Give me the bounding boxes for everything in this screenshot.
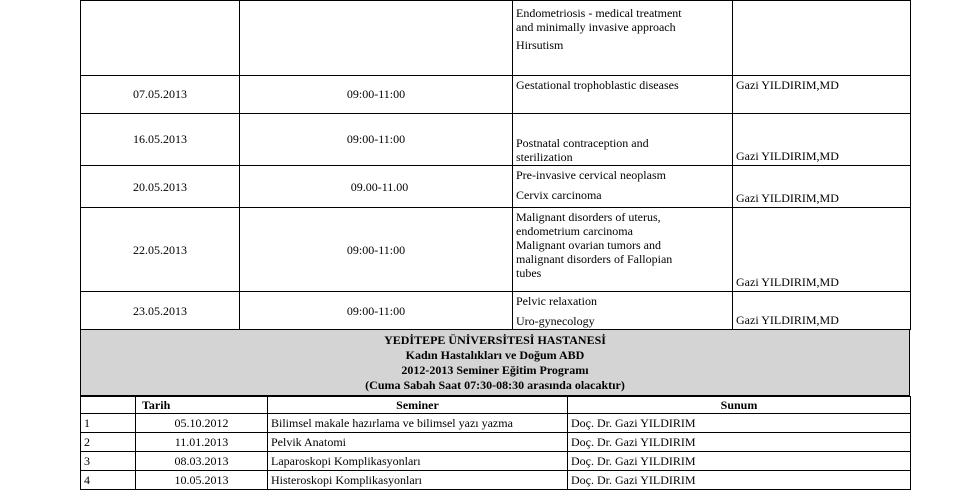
column-header-no bbox=[81, 397, 136, 414]
topic-line: Pelvic relaxation bbox=[516, 294, 597, 308]
table-row bbox=[81, 1, 911, 76]
lecture-presenter bbox=[733, 1, 911, 76]
lecture-time: 09:00-11:00 bbox=[240, 76, 513, 114]
seminar-table-header bbox=[81, 397, 911, 414]
seminar-title: Pelvik Anatomi bbox=[268, 433, 568, 452]
topic-line: endometrium carcinoma bbox=[516, 224, 633, 238]
lecture-date: 16.05.2013 bbox=[81, 114, 240, 166]
seminar-date: 11.01.2013 bbox=[136, 433, 268, 452]
topic-line: Cervix carcinoma bbox=[516, 188, 602, 202]
seminar-table bbox=[80, 396, 911, 490]
lecture-time: 09:00-11:00 bbox=[240, 114, 513, 166]
topic-line: Malignant ovarian tumors and bbox=[516, 238, 661, 252]
table-row bbox=[81, 208, 911, 292]
table-row bbox=[81, 433, 911, 452]
topic-line: Hirsutism bbox=[516, 38, 564, 52]
topic-line: Uro-gynecology bbox=[516, 314, 595, 328]
seminar-no: 4 bbox=[81, 471, 136, 490]
table-row bbox=[81, 471, 911, 490]
topic-line: malignant disorders of Fallopian bbox=[516, 252, 673, 266]
topic-line: tubes bbox=[516, 266, 542, 280]
hospital-name: YEDİTEPE ÜNİVERSİTESİ HASTANESİ bbox=[384, 333, 606, 347]
program-schedule-note: (Cuma Sabah Saat 07:30-08:30 arasında olacaktır) bbox=[365, 378, 625, 392]
seminar-date: 08.03.2013 bbox=[136, 452, 268, 471]
seminar-title: Laparoskopi Komplikasyonları bbox=[268, 452, 568, 471]
table-row bbox=[81, 114, 911, 166]
seminar-no: 2 bbox=[81, 433, 136, 452]
lecture-time: 09:00-11:00 bbox=[240, 208, 513, 292]
seminar-presenter: Doç. Dr. Gazi YILDIRIM bbox=[568, 433, 911, 452]
lecture-time: 09.00-11.00 bbox=[240, 166, 513, 208]
lecture-schedule-table bbox=[80, 0, 911, 330]
program-title: 2012-2013 Seminer Eğitim Programı bbox=[401, 363, 589, 377]
seminar-no: 3 bbox=[81, 452, 136, 471]
seminar-no: 1 bbox=[81, 414, 136, 433]
department-name: Kadın Hastalıkları ve Doğum ABD bbox=[405, 348, 585, 362]
column-header-seminar: Seminer bbox=[268, 397, 568, 414]
lecture-presenter: Gazi YILDIRIM,MD bbox=[733, 208, 911, 292]
lecture-date: 22.05.2013 bbox=[81, 208, 240, 292]
seminar-date: 10.05.2013 bbox=[136, 471, 268, 490]
lecture-topic bbox=[513, 166, 733, 208]
seminar-date: 05.10.2012 bbox=[136, 414, 268, 433]
topic-line: Postnatal contraception and bbox=[516, 136, 649, 150]
lecture-presenter: Gazi YILDIRIM,MD bbox=[733, 166, 911, 208]
lecture-topic bbox=[513, 292, 733, 330]
lecture-time bbox=[240, 1, 513, 76]
topic-line: and minimally invasive approach bbox=[516, 20, 676, 34]
table-row bbox=[81, 452, 911, 471]
lecture-topic bbox=[513, 114, 733, 166]
lecture-date bbox=[81, 1, 240, 76]
table-row bbox=[81, 414, 911, 433]
table-row bbox=[81, 292, 911, 330]
table-row bbox=[81, 76, 911, 114]
lecture-presenter: Gazi YILDIRIM,MD bbox=[733, 292, 911, 330]
seminar-presenter: Doç. Dr. Gazi YILDIRIM bbox=[568, 452, 911, 471]
seminar-presenter: Doç. Dr. Gazi YILDIRIM bbox=[568, 471, 911, 490]
topic-line: Gestational trophoblastic diseases bbox=[516, 78, 679, 92]
lecture-topic bbox=[513, 1, 733, 76]
lecture-time: 09:00-11:00 bbox=[240, 292, 513, 330]
column-header-date: Tarih bbox=[136, 397, 268, 414]
column-header-presenter: Sunum bbox=[568, 397, 911, 414]
lecture-presenter: Gazi YILDIRIM,MD bbox=[733, 114, 911, 166]
seminar-title: Histeroskopi Komplikasyonları bbox=[268, 471, 568, 490]
topic-line: Pre-invasive cervical neoplasm bbox=[516, 168, 666, 182]
lecture-date: 07.05.2013 bbox=[81, 76, 240, 114]
seminar-program-header bbox=[80, 330, 910, 396]
seminar-title: Bilimsel makale hazırlama ve bilimsel yazı yazma bbox=[268, 414, 568, 433]
table-row bbox=[81, 166, 911, 208]
seminar-presenter: Doç. Dr. Gazi YILDIRIM bbox=[568, 414, 911, 433]
topic-line: Malignant disorders of uterus, bbox=[516, 210, 661, 224]
topic-line: sterilization bbox=[516, 150, 573, 164]
document-page bbox=[80, 0, 910, 490]
topic-line: Endometriosis - medical treatment bbox=[516, 6, 682, 20]
lecture-topic bbox=[513, 76, 733, 114]
lecture-topic bbox=[513, 208, 733, 292]
lecture-presenter: Gazi YILDIRIM,MD bbox=[733, 76, 911, 114]
lecture-date: 23.05.2013 bbox=[81, 292, 240, 330]
lecture-date: 20.05.2013 bbox=[81, 166, 240, 208]
